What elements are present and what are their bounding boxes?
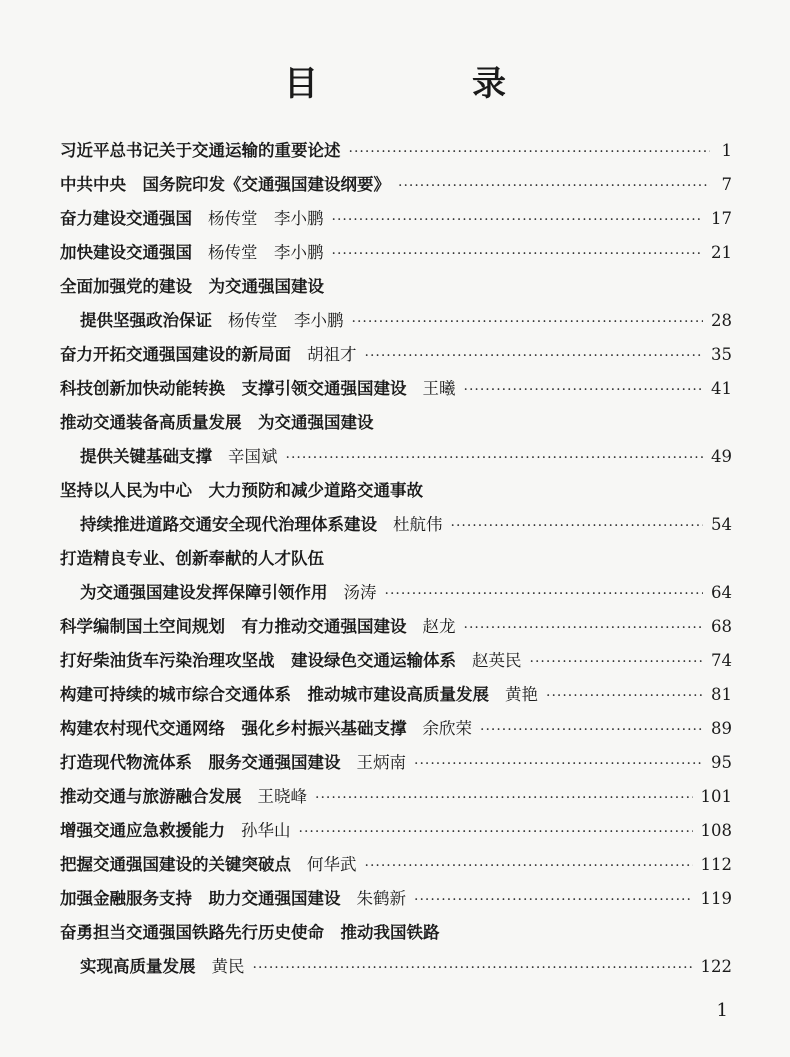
entry-title: 构建农村现代交通网络 强化乡村振兴基础支撑	[60, 719, 407, 738]
entry-author: 杨传堂 李小鹏	[208, 243, 324, 262]
entry-author: 黄艳	[505, 685, 538, 704]
entry-title: 提供关键基础支撑	[80, 447, 212, 466]
toc-entry[interactable]	[60, 712, 732, 746]
leader-dots	[315, 781, 693, 815]
entry-title: 提供坚强政治保证	[80, 311, 212, 330]
entry-title: 奋力开拓交通强国建设的新局面	[60, 345, 291, 364]
toc-entry[interactable]	[60, 406, 732, 440]
page-title: 目 录	[284, 64, 566, 104]
entry-title: 奋勇担当交通强国铁路先行历史使命 推动我国铁路	[60, 923, 440, 942]
toc-entry[interactable]	[60, 542, 732, 576]
toc-entry[interactable]	[60, 882, 732, 916]
leader-dots	[398, 169, 710, 203]
entry-page: 21	[711, 243, 732, 262]
entry-title: 为交通强国建设发挥保障引领作用	[80, 583, 328, 602]
leader-dots	[365, 849, 693, 883]
leader-dots	[299, 815, 693, 849]
entry-author: 王晓峰	[257, 787, 307, 806]
toc-entry[interactable]	[60, 134, 732, 168]
leader-dots	[546, 679, 703, 713]
entry-page: 108	[700, 821, 732, 840]
entry-page: 54	[711, 515, 732, 534]
entry-title: 全面加强党的建设 为交通强国建设	[60, 277, 324, 296]
leader-dots	[332, 237, 704, 271]
toc-entry[interactable]	[60, 440, 732, 474]
toc-entry[interactable]	[60, 848, 732, 882]
entry-title: 加强金融服务支持 助力交通强国建设	[60, 889, 341, 908]
entry-author: 余欣荣	[422, 719, 472, 738]
entry-title: 实现高质量发展	[80, 957, 196, 976]
entry-title: 奋力建设交通强国	[60, 209, 192, 228]
toc-entry[interactable]	[60, 576, 732, 610]
leader-dots	[349, 135, 711, 169]
entry-page: 119	[700, 889, 732, 908]
leader-dots	[352, 305, 704, 339]
leader-dots	[414, 747, 703, 781]
page-number: 1	[716, 1000, 728, 1021]
toc-entry[interactable]	[60, 168, 732, 202]
entry-page: 41	[711, 379, 732, 398]
entry-author: 黄民	[211, 957, 245, 976]
entry-page: 49	[711, 447, 732, 466]
leader-dots	[385, 577, 704, 611]
entry-title: 增强交通应急救援能力	[60, 821, 225, 840]
leader-dots	[286, 441, 704, 475]
leader-dots	[365, 339, 704, 373]
toc-entry[interactable]	[60, 644, 732, 678]
entry-title: 把握交通强国建设的关键突破点	[60, 855, 291, 874]
entry-title: 打造精良专业、创新奉献的人才队伍	[60, 549, 324, 568]
leader-dots	[451, 509, 704, 543]
entry-title: 科技创新加快动能转换 支撑引领交通强国建设	[60, 379, 407, 398]
toc-entry[interactable]	[60, 814, 732, 848]
entry-page: 28	[711, 311, 732, 330]
entry-author: 何华武	[307, 855, 357, 874]
toc-entry[interactable]	[60, 610, 732, 644]
entry-author: 辛国斌	[228, 447, 278, 466]
leader-dots	[530, 645, 704, 679]
leader-dots	[480, 713, 703, 747]
entry-author: 孙华山	[241, 821, 291, 840]
entry-author: 王曦	[422, 379, 456, 398]
entry-author: 王炳南	[356, 753, 406, 772]
toc-entry[interactable]	[60, 372, 732, 406]
entry-page: 64	[711, 583, 732, 602]
entry-page: 1	[721, 141, 732, 160]
toc-entry[interactable]	[60, 236, 732, 270]
leader-dots	[332, 203, 704, 237]
entry-title: 打好柴油货车污染治理攻坚战 建设绿色交通运输体系	[60, 651, 456, 670]
entry-page: 122	[700, 957, 732, 976]
entry-author: 汤涛	[343, 583, 377, 602]
entry-author: 杨传堂 李小鹏	[208, 209, 324, 228]
entry-title: 打造现代物流体系 服务交通强国建设	[60, 753, 341, 772]
entry-page: 7	[721, 175, 732, 194]
toc-entry[interactable]	[60, 780, 732, 814]
entry-title: 加快建设交通强国	[60, 243, 192, 262]
toc-entry[interactable]	[60, 916, 732, 950]
entry-author: 朱鹤新	[356, 889, 406, 908]
entry-author: 杨传堂 李小鹏	[228, 311, 344, 330]
entry-title: 推动交通装备高质量发展 为交通强国建设	[60, 413, 374, 432]
entry-title: 持续推进道路交通安全现代治理体系建设	[80, 515, 377, 534]
entry-author: 胡祖才	[307, 345, 357, 364]
entry-page: 17	[711, 209, 732, 228]
toc-entry[interactable]	[60, 746, 732, 780]
entry-title: 中共中央 国务院印发《交通强国建设纲要》	[60, 175, 390, 194]
entry-author: 赵龙	[422, 617, 456, 636]
entry-page: 112	[700, 855, 732, 874]
entry-page: 95	[711, 753, 732, 772]
toc-entry[interactable]	[60, 508, 732, 542]
entry-page: 81	[711, 685, 732, 704]
toc-entry[interactable]	[60, 304, 732, 338]
entry-page: 101	[700, 787, 732, 806]
leader-dots	[253, 951, 693, 985]
leader-dots	[464, 373, 704, 407]
toc-entry[interactable]	[60, 474, 732, 508]
entry-author: 杜航伟	[393, 515, 443, 534]
entry-title: 科学编制国土空间规划 有力推动交通强国建设	[60, 617, 407, 636]
entry-page: 68	[711, 617, 732, 636]
toc-entry[interactable]	[60, 950, 732, 984]
entry-page: 35	[711, 345, 732, 364]
entry-title: 构建可持续的城市综合交通体系 推动城市建设高质量发展	[60, 685, 489, 704]
leader-dots	[464, 611, 704, 645]
entry-page: 89	[711, 719, 732, 738]
entry-title: 习近平总书记关于交通运输的重要论述	[60, 141, 341, 160]
toc-entry[interactable]	[60, 202, 732, 236]
entry-page: 74	[711, 651, 732, 670]
entry-author: 赵英民	[472, 651, 522, 670]
entry-title: 推动交通与旅游融合发展	[60, 787, 242, 806]
table-of-contents	[60, 134, 732, 984]
entry-title: 坚持以人民为中心 大力预防和减少道路交通事故	[60, 481, 423, 500]
toc-entry[interactable]	[60, 678, 732, 712]
leader-dots	[414, 883, 693, 917]
toc-entry[interactable]	[60, 338, 732, 372]
toc-entry[interactable]	[60, 270, 732, 304]
